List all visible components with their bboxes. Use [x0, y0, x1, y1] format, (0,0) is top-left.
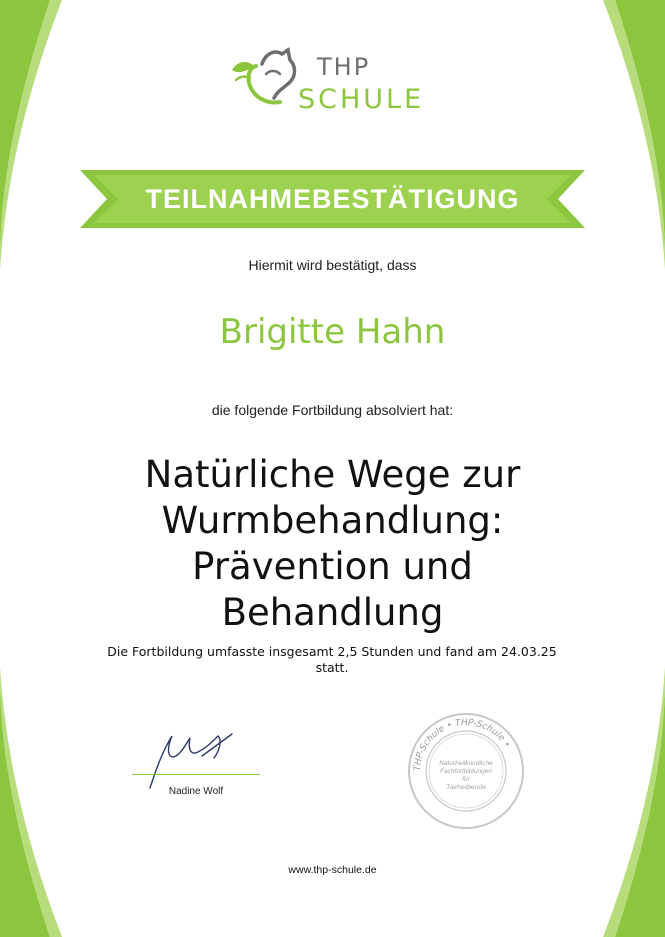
course-title [0, 452, 665, 636]
details-line: statt. [315, 660, 349, 675]
certificate-title: TEILNAHMEBESTÄTIGUNG [145, 184, 520, 214]
signer-name: Nadine Wolf [168, 786, 224, 797]
cat-dog-leaf-icon [226, 46, 306, 112]
intro-text: Hiermit wird bestätigt, dass [248, 257, 417, 273]
course-title-line: Wurmbehandlung: [161, 499, 504, 542]
thp-schule-logo [226, 44, 446, 124]
stamp-line: Naturheilkundliche [439, 760, 493, 767]
handwritten-signature [132, 730, 262, 790]
signature-line [132, 774, 260, 775]
stamp-ring-text: THP-Schule • THP-Schule • [412, 717, 512, 772]
stamp-line: Fachfortbildungen für [439, 768, 493, 783]
details-line: Die Fortbildung umfasste insgesamt 2,5 Stunden und fand am 24.03.25 [107, 644, 557, 659]
logo-text-thp: THP [317, 53, 371, 81]
school-stamp [407, 712, 525, 830]
course-details [82, 644, 582, 676]
recipient-name: Brigitte Hahn [219, 312, 446, 352]
course-title-line: Natürliche Wege zur [144, 453, 521, 496]
website-link[interactable]: www.thp-schule.de [288, 864, 377, 876]
stamp-line: Tierheilberufe [446, 784, 486, 791]
stamp-center-text [437, 760, 495, 792]
title-banner [80, 170, 585, 228]
completed-text: die folgende Fortbildung absolviert hat: [211, 402, 454, 418]
course-title-line: Prävention und [192, 545, 473, 588]
logo-text-schule: SCHULE [298, 84, 425, 115]
course-title-line: Behandlung [221, 591, 444, 634]
